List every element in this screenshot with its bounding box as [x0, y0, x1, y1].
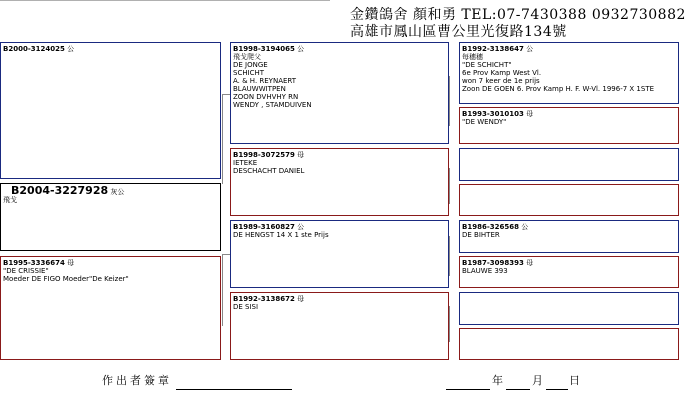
gg1-line: Zoon DE GOEN 6. Prov Kamp H. F. W-Vl. 1996-7 X 1STE — [462, 85, 655, 93]
gg1-sex: 公 — [526, 45, 534, 53]
dam-dam-line: DE SISI — [233, 303, 259, 311]
gg1-line: "DE SCHICHT" — [462, 61, 512, 69]
day-label: 日 — [569, 374, 580, 387]
dam-line: "DE CRISSIE" — [3, 267, 49, 275]
dam-sire-sex: 公 — [297, 223, 305, 231]
header-address-line: 高雄市鳳山區曹公里光復路134號 — [350, 24, 567, 40]
gg5-line: DE BIHTER — [462, 231, 500, 239]
dam-dam-ring: B1992-3138672 — [233, 295, 295, 303]
year-label: 年 — [492, 374, 503, 387]
connector-sd-gg — [449, 168, 459, 204]
day-field-line[interactable] — [546, 389, 568, 390]
dam-sire-box — [230, 220, 449, 288]
gg8-box — [459, 328, 679, 360]
gg4-box — [459, 184, 679, 216]
sire-sire-line: 飛戈爬父 — [233, 53, 261, 61]
gg2-sex: 母 — [526, 110, 534, 118]
gg2-line: "DE WENDY" — [462, 118, 507, 126]
sire-sex: 公 — [67, 45, 75, 53]
sire-sire-line: ZOON DVHVHY RN — [233, 93, 299, 101]
dam-dam-box — [230, 292, 449, 360]
dam-sire-line: DE HENGST 14 X 1 ste Prijs — [233, 231, 329, 239]
dam-ring: B1995-3336674 — [3, 259, 65, 267]
maker-signature-label: 作出者簽章 — [102, 374, 172, 387]
sire-sire-line: SCHICHT — [233, 69, 265, 77]
gg5-ring: B1986-326568 — [462, 223, 519, 231]
connector-sire-branch — [222, 94, 230, 184]
sire-sire-line: DE JONGE — [233, 61, 268, 69]
gg1-line: 6e Prov Kamp West Vl. — [462, 69, 542, 77]
dam-dam-sex: 母 — [297, 295, 305, 303]
gg1-line: won 7 keer de 1e prijs — [462, 77, 540, 85]
gg7-box — [459, 292, 679, 325]
gg5-sex: 公 — [521, 223, 529, 231]
dam-sire-ring: B1989-3160827 — [233, 223, 295, 231]
sire-sire-line: BLAUWWITPEN — [233, 85, 286, 93]
connector-ds-gg — [449, 236, 459, 276]
top-border-line — [0, 0, 330, 5]
header-contact-line: 金鑽鴿舍 顏和勇 TEL:07-7430388 0932730882 — [350, 7, 686, 23]
sire-sire-line: WENDY , STAMDUIVEN — [233, 101, 312, 109]
connector-dam-branch — [222, 254, 230, 326]
sire-sire-ring: B1998-3194065 — [233, 45, 295, 53]
connector-ss-gg — [449, 76, 459, 126]
sire-dam-ring: B1998-3072579 — [233, 151, 295, 159]
month-label: 月 — [532, 374, 543, 387]
sire-sire-line: A. & H. REYNAERT — [233, 77, 297, 85]
dam-sex: 母 — [67, 259, 75, 267]
year-field-line[interactable] — [446, 389, 490, 390]
subject-sex: 灰公 — [110, 188, 125, 196]
connector-dd-gg — [449, 306, 459, 342]
subject-ring: B2004-3227928 — [11, 184, 109, 197]
dam-box — [0, 256, 221, 360]
gg2-box — [459, 107, 679, 144]
sire-sire-sex: 公 — [297, 45, 305, 53]
subject-box — [0, 183, 221, 251]
gg3-box — [459, 148, 679, 181]
sire-box — [0, 42, 221, 179]
gg6-box — [459, 256, 679, 288]
sire-ring: B2000-3124025 — [3, 45, 65, 53]
gg1-line: 每穗穗 — [462, 53, 483, 61]
gg6-line: BLAUWE 393 — [462, 267, 508, 275]
sire-sire-box — [230, 42, 449, 144]
sire-dam-sex: 母 — [297, 151, 305, 159]
gg1-ring: B1992-3138647 — [462, 45, 524, 53]
dam-line: Moeder DE FIGO Moeder"De Keizer" — [3, 275, 129, 283]
gg5-box — [459, 220, 679, 253]
month-field-line[interactable] — [506, 389, 530, 390]
gg1-box — [459, 42, 679, 104]
sire-dam-box — [230, 148, 449, 216]
gg6-ring: B1987-3098393 — [462, 259, 524, 267]
sire-dam-line: IETEKE — [233, 159, 258, 167]
gg2-ring: B1993-3010103 — [462, 110, 524, 118]
subject-note: 飛戈 — [3, 196, 17, 204]
gg6-sex: 母 — [526, 259, 534, 267]
maker-signature-line[interactable] — [176, 389, 292, 390]
sire-dam-line: DESCHACHT DANIEL — [233, 167, 305, 175]
